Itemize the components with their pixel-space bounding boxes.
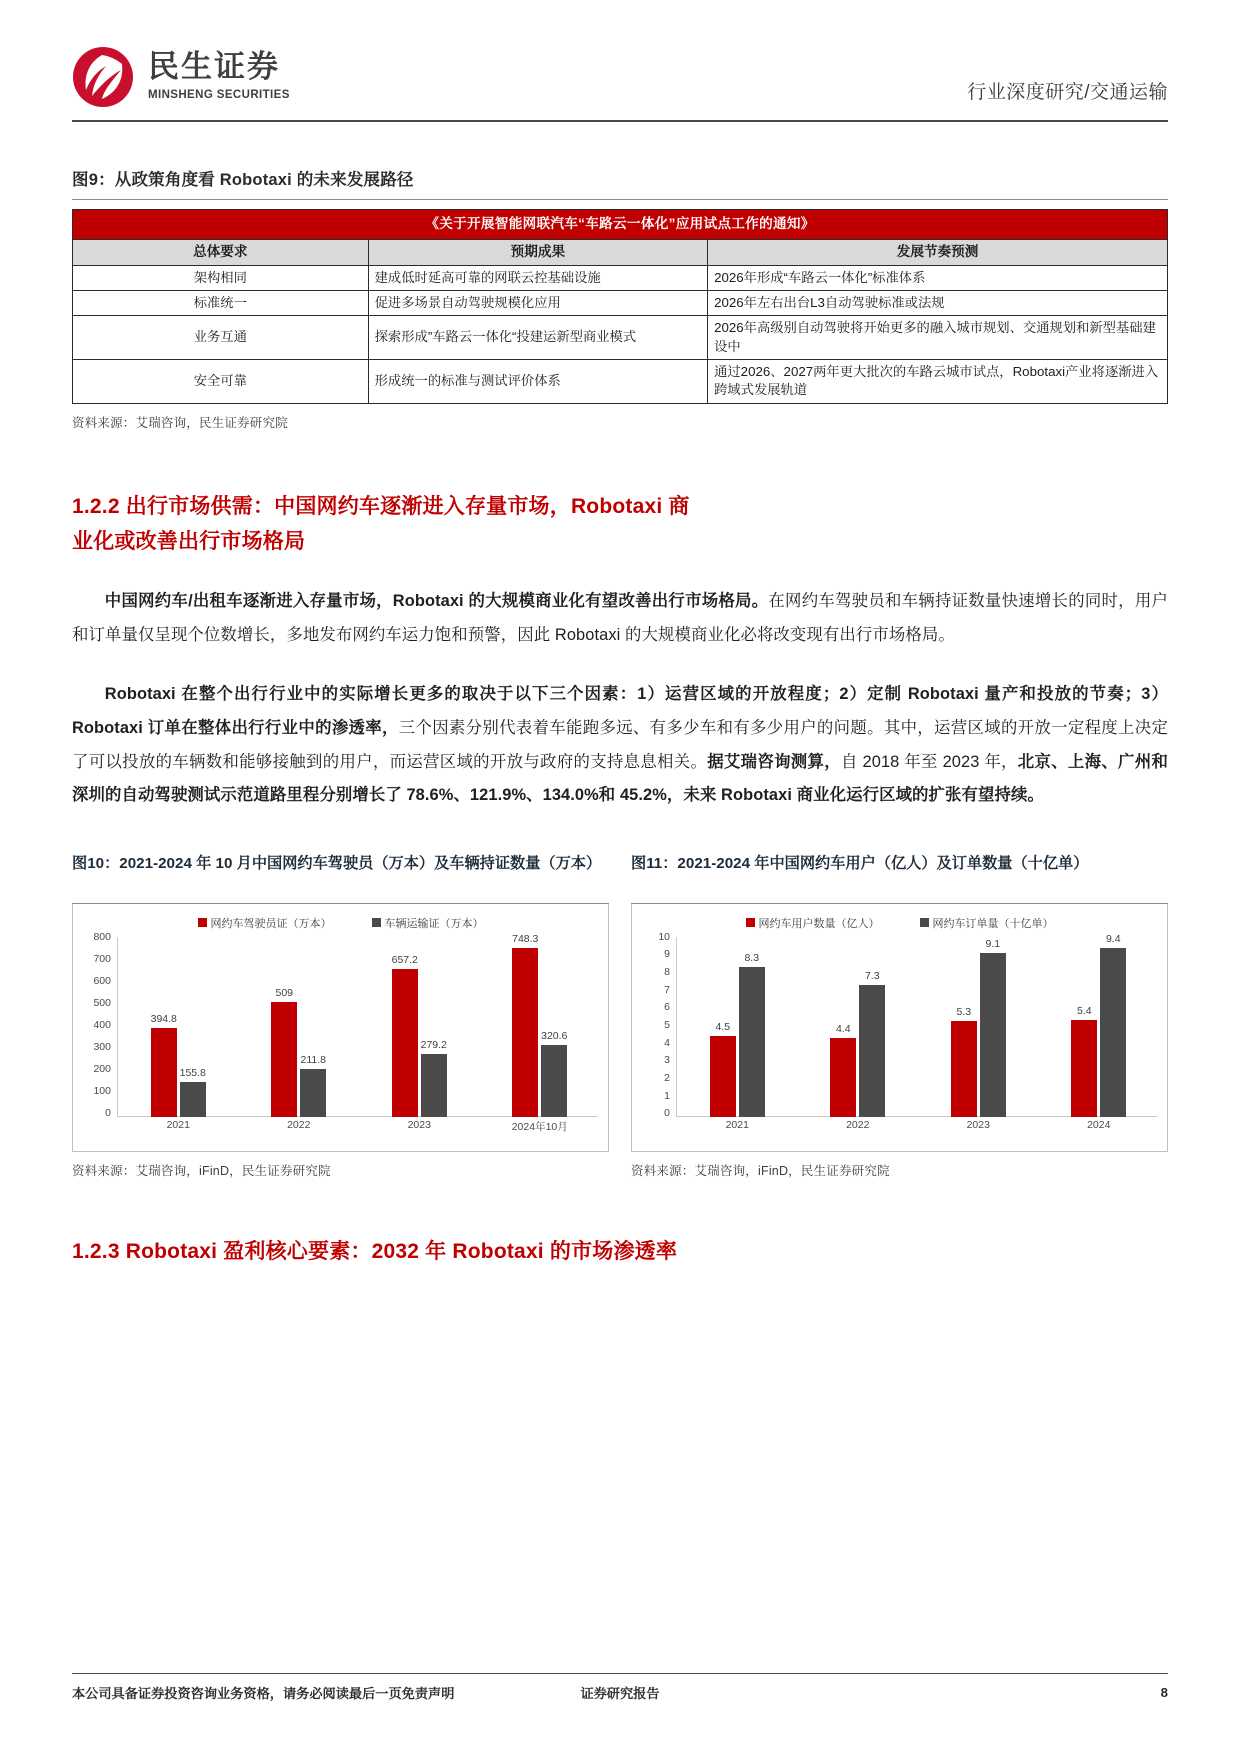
y-tick-label: 2 (664, 1071, 670, 1084)
column-header-forecast: 发展节奏预测 (708, 239, 1168, 265)
bar-series-a (710, 1020, 736, 1117)
bar-value-label: 211.8 (300, 1054, 326, 1067)
x-tick-label: 2022 (287, 1118, 311, 1131)
table-header-row (73, 239, 1168, 265)
exhibit9-table (72, 209, 1168, 404)
y-tick-label: 6 (664, 1001, 670, 1014)
page-footer (72, 1673, 1168, 1702)
legend-swatch-icon (372, 918, 381, 927)
minsheng-logo-icon (72, 46, 134, 108)
x-tick-label: 2021 (725, 1118, 749, 1131)
bar-series-a (1071, 1004, 1097, 1117)
bar-group (798, 937, 919, 1117)
y-tick-label: 100 (93, 1085, 111, 1098)
exhibit10 (72, 853, 609, 1179)
bar-series-b (300, 1054, 326, 1117)
paragraph-2-text-2: 自 2018 年至 2023 年， (840, 752, 1018, 771)
exhibit11-x-labels (677, 1119, 1159, 1133)
cell-requirement: 安全可靠 (73, 359, 369, 403)
legend-label: 车辆运输证（万本） (384, 917, 484, 930)
bar-series-a (512, 933, 539, 1116)
bar-series-a (830, 1022, 856, 1117)
bar-value-label: 5.3 (956, 1006, 972, 1019)
cell-forecast: 2026年形成“车路云一体化”标准体系 (708, 265, 1168, 290)
bar-value-label: 320.6 (541, 1029, 568, 1042)
table-row (73, 359, 1168, 403)
y-tick-label: 7 (664, 983, 670, 996)
legend-item-driver-licenses (198, 915, 332, 931)
bar-group (918, 937, 1039, 1117)
table-banner-cell: 《关于开展智能网联汽车“车路云一体化”应用试点工作的通知》 (73, 210, 1168, 240)
cell-forecast: 2026年高级别自动驾驶将开始更多的融入城市规划、交通规划和新型基础建设中 (708, 316, 1168, 360)
bar-group (1039, 932, 1160, 1117)
bar-value-label: 4.5 (715, 1020, 731, 1033)
bar-series-b (179, 1066, 206, 1117)
exhibit11-title: 图11：2021-2024 年中国网约车用户（亿人）及订单数量（十亿单） (631, 854, 1089, 872)
bar-group (480, 933, 601, 1117)
exhibit9-source: 资料来源：艾瑞咨询，民生证券研究院 (72, 415, 288, 430)
y-tick-label: 4 (664, 1036, 670, 1049)
bar-value-label: 394.8 (150, 1013, 177, 1026)
y-tick-label: 400 (93, 1019, 111, 1032)
bar-value-label: 155.8 (179, 1066, 206, 1079)
bar-value-label: 8.3 (744, 952, 760, 965)
bar-group (677, 937, 798, 1117)
legend-item-orders (920, 915, 1054, 931)
bar-series-b (420, 1039, 447, 1117)
bar-series-b (541, 1029, 568, 1117)
bar-series-a (391, 953, 418, 1117)
y-tick-label: 800 (93, 930, 111, 943)
column-header-outcome: 预期成果 (368, 239, 707, 265)
column-header-requirement: 总体要求 (73, 239, 369, 265)
paragraph-2-bold-2: 据艾瑞咨询测算， (707, 752, 841, 771)
x-tick-label: 2021 (166, 1118, 190, 1131)
y-tick-label: 600 (93, 974, 111, 987)
paragraph-1-bold: 中国网约车/出租车逐渐进入存量市场，Robotaxi 的大规模商业化有望改善出行市场格局。 (104, 592, 769, 611)
y-tick-label: 1 (664, 1089, 670, 1102)
footer-page-number: 8 (1160, 1685, 1168, 1700)
bar-series-b (859, 970, 885, 1116)
logo-english-name: MINSHENG SECURITIES (148, 89, 290, 102)
bar-series-a (271, 987, 297, 1117)
bar-series-b (980, 938, 1006, 1117)
cell-forecast: 通过2026、2027两年更大批次的车路云城市试点，Robotaxi产业将逐渐进入跨域式发展轨道 (708, 359, 1168, 403)
legend-swatch-icon (920, 918, 929, 927)
exhibit11-legend (636, 910, 1163, 931)
cell-outcome: 建成低时延高可靠的网联云控基础设施 (368, 265, 707, 290)
y-tick-label: 8 (664, 966, 670, 979)
section-heading-123: 1.2.3 Robotaxi 盈利核心要素：2032 年 Robotaxi 的市场渗透率 (72, 1239, 678, 1263)
exhibit10-x-labels (118, 1119, 600, 1133)
bar-value-label: 657.2 (391, 953, 418, 966)
footer-disclaimer: 本公司具备证券投资咨询业务资格，请务必阅读最后一页免责声明 (72, 1686, 455, 1701)
exhibit11-bars (677, 932, 1159, 1117)
bar-value-label: 7.3 (864, 970, 880, 983)
bar-group (359, 937, 480, 1117)
section-heading-122 (72, 489, 1168, 560)
legend-label: 网约车订单量（十亿单） (932, 917, 1054, 930)
bar-series-a (951, 1006, 977, 1116)
y-tick-label: 0 (105, 1107, 111, 1120)
exhibit10-title: 图10：2021-2024 年 10 月中国网约车驾驶员（万本）及车辆持证数量（万本） (72, 854, 602, 872)
paragraph-2 (72, 678, 1168, 813)
exhibit11-source: 资料来源：艾瑞咨询，iFinD，民生证券研究院 (631, 1163, 890, 1178)
company-logo (72, 46, 290, 108)
cell-forecast: 2026年左右出台L3自动驾驶标准或法规 (708, 290, 1168, 315)
y-tick-label: 500 (93, 996, 111, 1009)
logo-chinese-name: 民生证券 (148, 49, 280, 86)
bar-series-b (1100, 932, 1126, 1117)
paragraph-1 (72, 585, 1168, 652)
bar-value-label: 748.3 (512, 933, 539, 946)
paragraph-2-bold-3: 北京、上海、广州和深圳的自动驾驶测试示范道路里程分别增长了 78.6%、121.9%、134.0%和 45.2%， (72, 752, 1168, 805)
bar-value-label: 9.1 (985, 938, 1001, 951)
paragraph-2-bold-4: 未来 Robotaxi 商业化运行区域的扩张有望持续。 (683, 786, 1044, 805)
exhibit10-bars (118, 933, 600, 1117)
bar-group (118, 937, 239, 1117)
table-row (73, 316, 1168, 360)
bar-value-label: 9.4 (1105, 932, 1121, 945)
x-tick-label: 2023 (966, 1118, 990, 1131)
cell-outcome: 形成统一的标准与测试评价体系 (368, 359, 707, 403)
x-tick-label: 2024 (1087, 1118, 1111, 1131)
cell-outcome: 促进多场景自动驾驶规模化应用 (368, 290, 707, 315)
paragraph-2-text-1: 三个因素分别代表着车能跑多远、有多少车和有多少用户的问题。其中，运营区域的开放一定程度上决定了可以投放的车辆数和能够接触到的用户，而运营区域的开放与政府的支持息息相关。 (72, 718, 1168, 771)
bar-value-label: 5.4 (1076, 1004, 1092, 1017)
y-tick-label: 9 (664, 948, 670, 961)
exhibit10-legend (77, 910, 604, 931)
legend-swatch-icon (198, 918, 207, 927)
table-row (73, 290, 1168, 315)
exhibit9-title-divider (72, 199, 1168, 200)
bar-value-label: 4.4 (835, 1022, 851, 1035)
y-tick-label: 0 (664, 1107, 670, 1120)
footer-report-label: 证券研究报告 (580, 1686, 660, 1701)
y-tick-label: 5 (664, 1019, 670, 1032)
header-divider (72, 120, 1168, 122)
exhibit10-plot-area (77, 930, 604, 1133)
cell-requirement: 标准统一 (73, 290, 369, 315)
exhibit11-plot-frame (631, 904, 1168, 1152)
bar-group (239, 937, 360, 1117)
logo-wordmark (148, 49, 290, 102)
cell-requirement: 业务互通 (73, 316, 369, 360)
paragraph-1-rest: 在网约车驾驶员和车辆持证数量快速增长的同时，用户和订单量仅呈现个位数增长，多地发布网约车运力饱和预警，因此 Robotaxi 的大规模商业化必将改变现有出行市场格局。 (72, 592, 1168, 644)
page-header (72, 0, 1168, 108)
x-tick-label: 2024年10月 (511, 1120, 568, 1133)
exhibit10-source: 资料来源：艾瑞咨询，iFinD，民生证券研究院 (72, 1163, 331, 1178)
table-row (73, 265, 1168, 290)
y-tick-label: 300 (93, 1041, 111, 1054)
x-tick-label: 2023 (407, 1118, 431, 1131)
legend-swatch-icon (746, 918, 755, 927)
bar-value-label: 279.2 (420, 1039, 447, 1052)
bar-value-label: 509 (275, 987, 294, 1000)
y-tick-label: 3 (664, 1054, 670, 1067)
cell-outcome: 探索形成”车路云一体化“投建运新型商业模式 (368, 316, 707, 360)
legend-item-vehicle-permits (372, 915, 484, 931)
exhibit9-title: 图9：从政策角度看 Robotaxi 的未来发展路径 (72, 171, 414, 189)
section-heading-122-line2: 业化或改善出行市场格局 (72, 529, 306, 553)
legend-label: 网约车驾驶员证（万本） (210, 917, 332, 930)
bar-series-b (739, 952, 765, 1116)
section-heading-122-line1: 1.2.2 出行市场供需：中国网约车逐渐进入存量市场，Robotaxi 商 (72, 494, 690, 518)
y-tick-label: 200 (93, 1063, 111, 1076)
bar-series-a (150, 1013, 177, 1117)
legend-label: 网约车用户数量（亿人） (758, 917, 880, 930)
y-tick-label: 10 (658, 930, 670, 943)
charts-row (72, 853, 1168, 1179)
header-report-category: 行业深度研究/交通运输 (967, 82, 1168, 103)
exhibit11 (631, 853, 1168, 1179)
exhibit10-plot-frame (72, 904, 609, 1152)
cell-requirement: 架构相同 (73, 265, 369, 290)
exhibit11-plot-area (636, 930, 1163, 1133)
legend-item-users (746, 915, 880, 931)
y-tick-label: 700 (93, 952, 111, 965)
table-banner-row (73, 210, 1168, 240)
paragraph-2-bold-1: Robotaxi 在整个出行行业中的实际增长更多的取决于以下三个因素：1）运营区域的开放程度；2）定制 Robotaxi 量产和投放的节奏；3）Robotaxi 订单在整体出行行业中的渗透率， (72, 685, 1168, 737)
x-tick-label: 2022 (846, 1118, 870, 1131)
